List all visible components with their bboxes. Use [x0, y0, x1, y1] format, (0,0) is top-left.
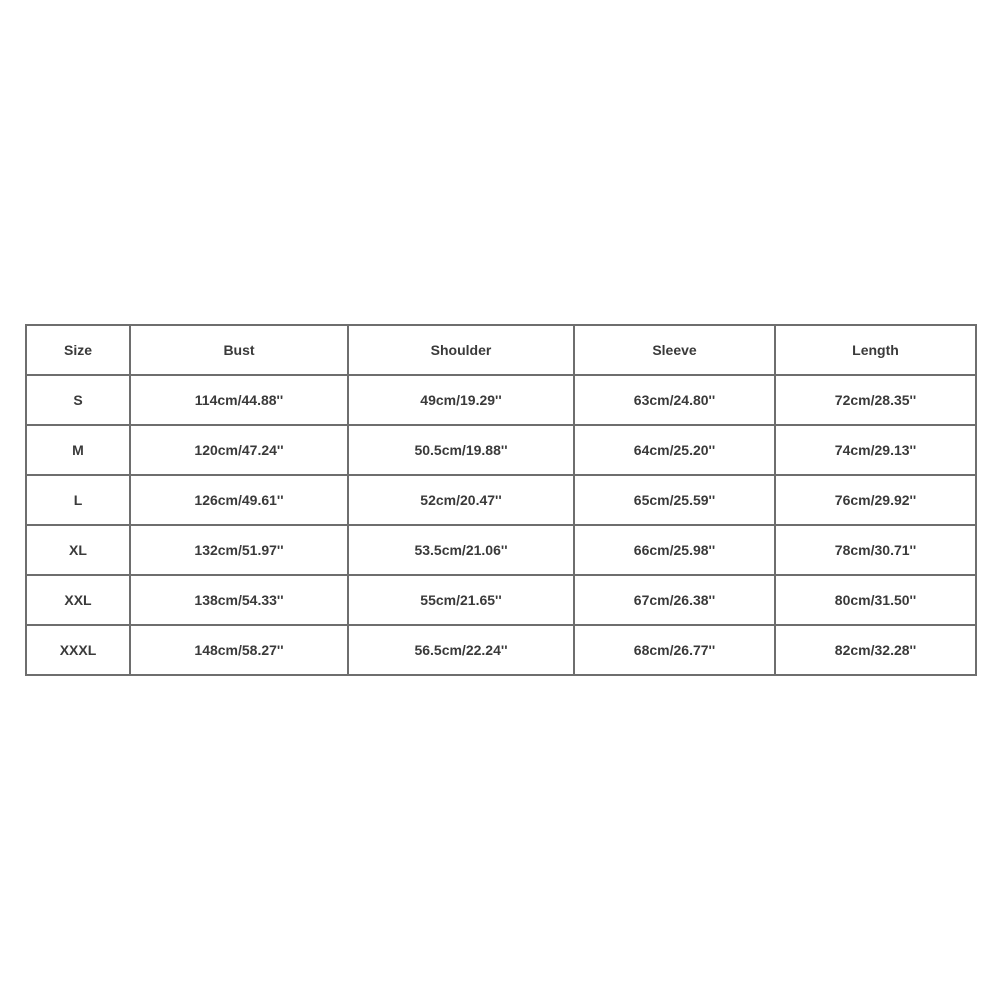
header-bust: Bust: [130, 325, 348, 375]
cell-size: S: [26, 375, 130, 425]
table-row: [26, 525, 976, 575]
cell-sleeve: 68cm/26.77'': [574, 625, 775, 675]
cell-size: XL: [26, 525, 130, 575]
table-row: [26, 625, 976, 675]
header-length: Length: [775, 325, 976, 375]
cell-shoulder: 56.5cm/22.24'': [348, 625, 574, 675]
cell-shoulder: 49cm/19.29'': [348, 375, 574, 425]
cell-size: M: [26, 425, 130, 475]
cell-bust: 120cm/47.24'': [130, 425, 348, 475]
header-sleeve: Sleeve: [574, 325, 775, 375]
cell-bust: 126cm/49.61'': [130, 475, 348, 525]
cell-size: XXXL: [26, 625, 130, 675]
cell-shoulder: 53.5cm/21.06'': [348, 525, 574, 575]
cell-size: XXL: [26, 575, 130, 625]
header-size: Size: [26, 325, 130, 375]
size-chart-table: [25, 324, 977, 676]
cell-bust: 114cm/44.88'': [130, 375, 348, 425]
table-row: [26, 575, 976, 625]
cell-sleeve: 65cm/25.59'': [574, 475, 775, 525]
cell-bust: 148cm/58.27'': [130, 625, 348, 675]
header-shoulder: Shoulder: [348, 325, 574, 375]
table-row: [26, 425, 976, 475]
table-row: [26, 375, 976, 425]
cell-shoulder: 50.5cm/19.88'': [348, 425, 574, 475]
table-header-row: [26, 325, 976, 375]
cell-bust: 132cm/51.97'': [130, 525, 348, 575]
cell-length: 78cm/30.71'': [775, 525, 976, 575]
cell-length: 74cm/29.13'': [775, 425, 976, 475]
table-row: [26, 475, 976, 525]
cell-bust: 138cm/54.33'': [130, 575, 348, 625]
cell-length: 82cm/32.28'': [775, 625, 976, 675]
cell-sleeve: 64cm/25.20'': [574, 425, 775, 475]
cell-shoulder: 52cm/20.47'': [348, 475, 574, 525]
cell-sleeve: 67cm/26.38'': [574, 575, 775, 625]
cell-length: 80cm/31.50'': [775, 575, 976, 625]
cell-size: L: [26, 475, 130, 525]
cell-sleeve: 66cm/25.98'': [574, 525, 775, 575]
cell-shoulder: 55cm/21.65'': [348, 575, 574, 625]
cell-length: 76cm/29.92'': [775, 475, 976, 525]
cell-length: 72cm/28.35'': [775, 375, 976, 425]
cell-sleeve: 63cm/24.80'': [574, 375, 775, 425]
